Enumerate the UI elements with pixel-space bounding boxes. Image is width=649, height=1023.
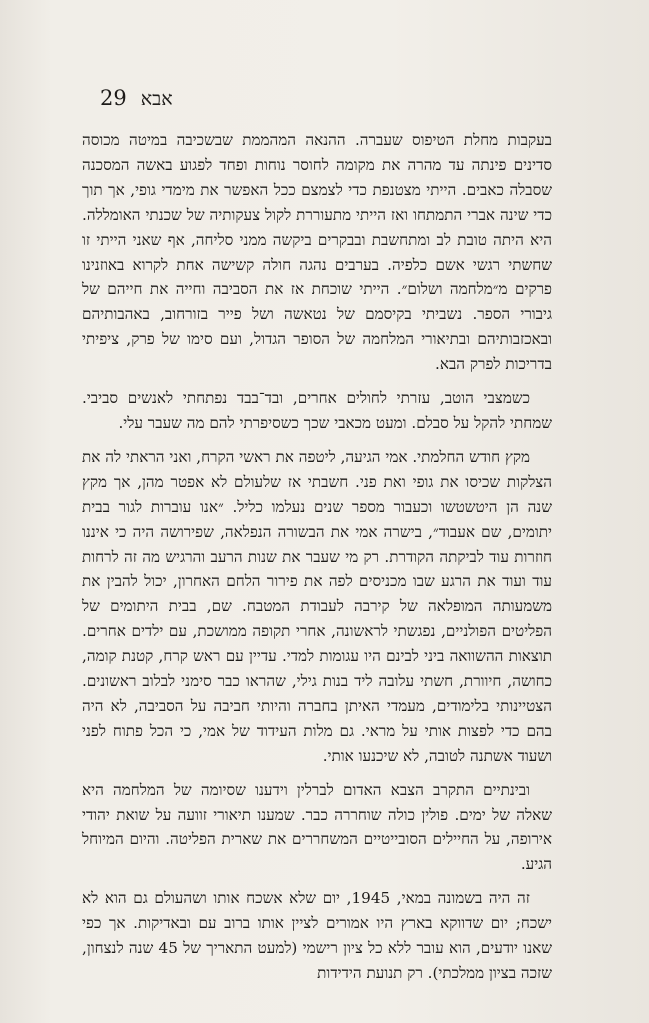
paragraph: כשמצבי הוטב, עזרתי לחולים אחרים, ובד־בבד נפתחתי לאנשים סביבי. שמחתי להקל על סבלם. ומעט מכאבי שכך כשסיפרתי להם מה שעבר עלי. bbox=[82, 389, 552, 432]
page-header bbox=[100, 86, 520, 116]
page-number: 29 bbox=[100, 86, 127, 110]
body-text bbox=[82, 128, 552, 986]
paragraph: ובינתיים התקרב הצבא האדום לברלין וידענו שסיומה של המלחמה היא שאלה של ימים. פולין כולה שוחררה כבר. שמענו תיאורי זוועה על שואת יהודי אירופה, על החיילים הסובייטיים המשחררים את שארית הפליטה. והיום המיוחל הגיע. bbox=[82, 780, 552, 874]
paragraph: זה היה בשמונה במאי, 1945, יום שלא אשכח אותו ושהעולם גם הוא לא ישכח; יום שדווקא בארץ היו אמורים לציין אותו ברוב עם ובאדיקות. אך כפי שאנו יודעים, הוא עובר ללא כל ציון רישמי (למעט התאריך של 45 שנה לנצחון, שזכה בציון ממלכתי). רק תנועת הידידות bbox=[82, 889, 552, 982]
running-title: אבא bbox=[140, 88, 173, 110]
paragraph: בעקבות מחלת הטיפוס שעברה. ההנאה המהממת שבשכיבה במיטה מכוסה סדינים פינתה עד מהרה את מקומה לחוסר נוחות ופחד לפגוע באשה המסכנה שסבלה כאבים. הייתי מצטנפת כדי לצמצם ככל האפשר את מימדי גופי, אך תוך כדי שינה אברי התמתחו ואז הייתי מתעוררת לקול צעקותיה של שכנתי האומללה. היא היתה טובת לב ומתחשבת ובבקרים ביקשה ממני סליחה, אף שאני הייתי זו שחשתי רגשי אשם כלפיה. בערבים נהגה חולה קשישה אחת לקרוא באוזנינו פרקים מ״מלחמה ושלום״. הייתי שוכחת אז את הסביבה וחייה את חייהם של גיבורי הספר. נשביתי בקיסמם של נטאשה ושל פייר בזורחוב, באהבותיהם ובאכזבותיהם ובתיאורי המלחמה של הסופר הגדול, ועם סימו של פרק, ציפיתי בדריכות לפרק הבא. bbox=[82, 131, 552, 374]
paragraph: מקץ חודש החלמתי. אמי הגיעה, ליטפה את ראשי הקרח, ואני הראתי לה את הצלקות שכיסו את גופי ואת פני. חשבתי אז שלעולם לא אפטר מהן, אך מקץ שנה הן היטשטשו וכעבור מספר שנים נעלמו כליל. ״אנו עוברות לגור בבית יתומים, שם אעבוד״, בישרה אמי את הבשורה הנפלאה, שפירושה היה כי איננו חוזרות עוד לביקתה הקודרת. רק מי שעבר את שנות הרעב והרגיש מה זה לרחות עוד ועוד את הרגע שבו מכניסים לפה את פירור הלחם האחרון, יכול להבין את משמעותה המופלאה של קירבה לעבודת המטבח. שם, בבית היתומים של הפליטים הפולניים, נפגשתי לראשונה, אחרי תקופה ממושכת, עם ילדים אחרים. תוצאות ההשוואה ביני לבינם היו עגומות למדי. עדיין עם ראש קרח, קטנת קומה, כחושה, חיוורת, חשתי עלובה ליד בנות גילי, שהראו כבר סימני לבלוב ראשונים. הצטיינותי בלימודים, מעמדי האיתן בחברה והיותי חביבה על הסביבה, לא היה בהם כדי לפצות אותי על מראי. גם מלות העידוד של אמי, כי הכל פתוח לפני ושעוד אשתנה לטובה, לא שיכנעו אותי. bbox=[82, 447, 552, 765]
